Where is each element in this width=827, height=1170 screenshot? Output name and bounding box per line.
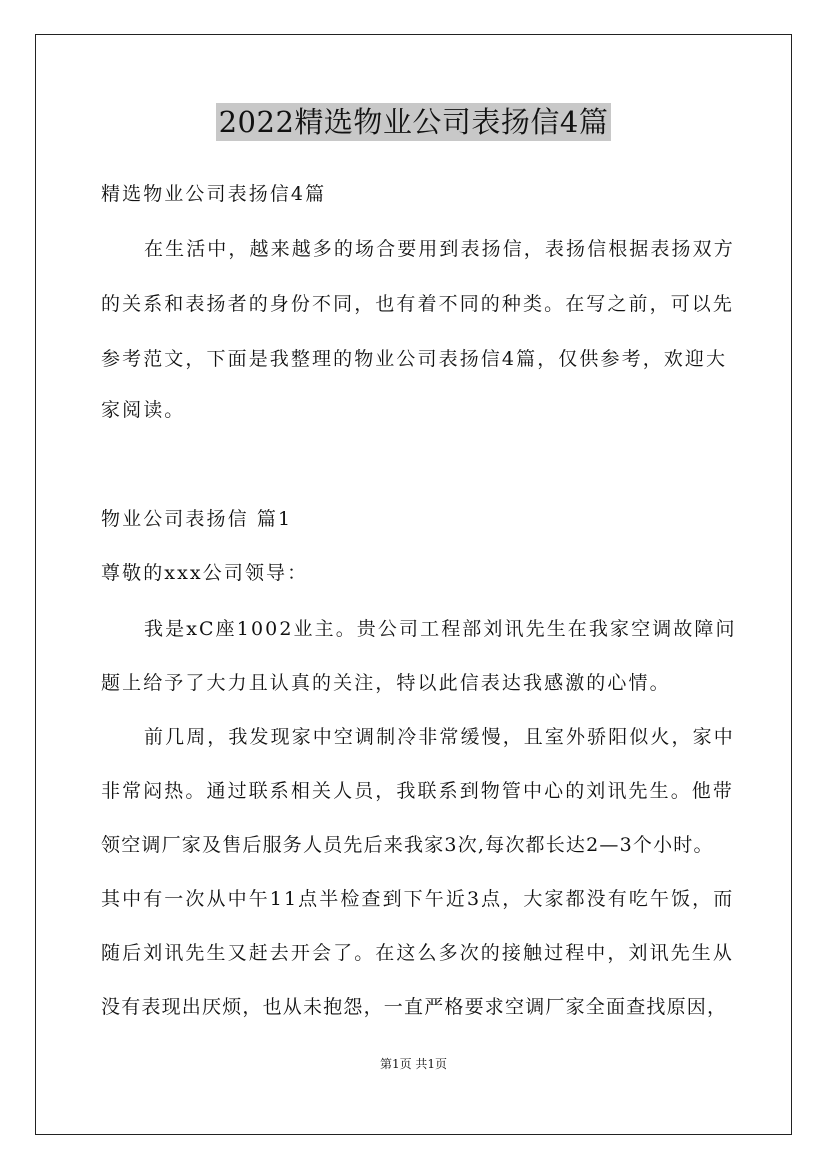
intro-line: 在生活中，越来越多的场合要用到表扬信，表扬信根据表扬双方 xyxy=(144,238,735,260)
paragraph-line: 没有表现出厌烦，也从未抱怨，一直严格要求空调厂家全面查找原因， xyxy=(101,996,728,1018)
paragraph-line: 领空调厂家及售后服务人员先后来我家3次,每次都长达2—3个小时。 xyxy=(101,834,714,856)
title-container xyxy=(0,103,827,141)
paragraph-line: 随后刘讯先生又赶去开会了。在这么多次的接触过程中，刘讯先生从 xyxy=(101,942,735,964)
intro-line: 的关系和表扬者的身份不同，也有着不同的种类。在写之前，可以先 xyxy=(101,293,735,315)
page-number-footer: 第1页 共1页 xyxy=(379,1057,448,1071)
intro-line: 家阅读。 xyxy=(101,399,186,421)
paragraph-line: 非常闷热。通过联系相关人员，我联系到物管中心的刘讯先生。他带 xyxy=(101,780,735,802)
paragraph-line: 题上给予了大力且认真的关注，特以此信表达我感激的心情。 xyxy=(101,672,671,694)
intro-line: 参考范文，下面是我整理的物业公司表扬信4篇，仅供参考，欢迎大 xyxy=(101,348,728,370)
salutation: 尊敬的xxx公司领导： xyxy=(101,562,309,584)
paragraph-line: 其中有一次从中午11点半检查到下午近3点，大家都没有吃午饭，而 xyxy=(101,888,735,910)
document-subtitle: 精选物业公司表扬信4篇 xyxy=(101,183,327,205)
section-heading: 物业公司表扬信 篇1 xyxy=(101,508,293,530)
paragraph-line: 前几周，我发现家中空调制冷非常缓慢，且室外骄阳似火，家中 xyxy=(144,726,735,748)
paragraph-line: 我是xC座1002业主。贵公司工程部刘讯先生在我家空调故障问 xyxy=(144,618,737,640)
document-title: 2022精选物业公司表扬信4篇 xyxy=(216,103,612,141)
